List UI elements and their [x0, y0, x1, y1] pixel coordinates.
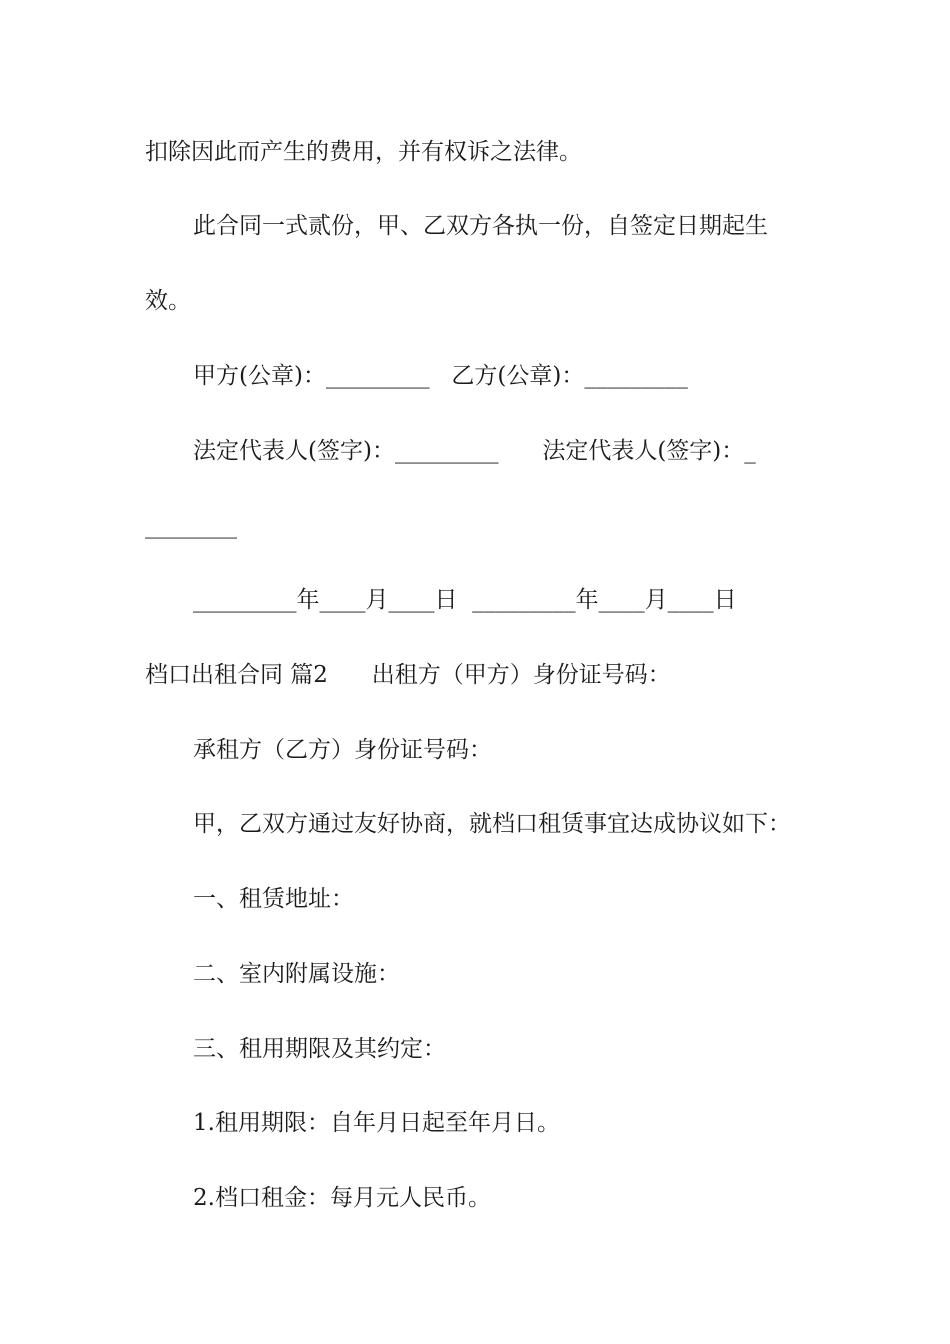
text-line-2: 此合同一式贰份，甲、乙双方各执一份，自签定日期起生	[193, 213, 768, 239]
text-line-3: 效。	[145, 288, 191, 314]
date-line: _________年____月____日 _________年____月____日	[193, 587, 737, 613]
section-3-line: 三、租用期限及其约定：	[193, 1036, 446, 1062]
signature-blank-continued: ________	[145, 513, 237, 539]
lessee-id-line: 承租方（乙方）身份证号码：	[193, 737, 492, 763]
legal-representative-line: 法定代表人(签字)：_________ 法定代表人(签字)：_	[193, 438, 756, 464]
clause-2-line: 2.档口租金：每月元人民币。	[193, 1185, 491, 1211]
section-1-line: 一、租赁地址：	[193, 886, 354, 912]
text-line-1: 扣除因此而产生的费用，并有权诉之法律。	[145, 139, 582, 165]
section-2-line: 二、室内附属设施：	[193, 961, 400, 987]
contract-heading-line: 档口出租合同 篇2 出租方（甲方）身份证号码：	[145, 662, 671, 688]
signature-seal-line: 甲方(公章)：_________ 乙方(公章)：_________	[193, 363, 688, 389]
clause-1-line: 1.租用期限：自年月日起至年月日。	[193, 1110, 560, 1136]
agreement-intro-line: 甲，乙双方通过友好协商，就档口租赁事宜达成协议如下：	[193, 811, 791, 837]
